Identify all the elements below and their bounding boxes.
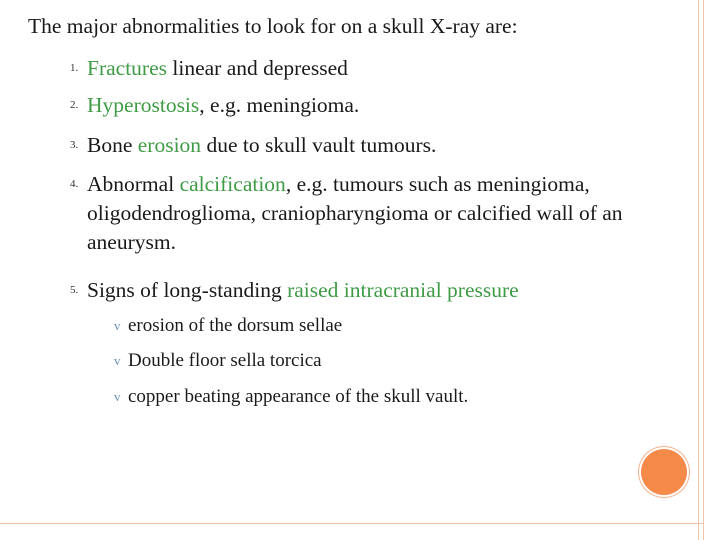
item-number: 1. <box>70 62 79 74</box>
diamond-bullet-icon: v <box>114 318 121 333</box>
item-text <box>87 54 687 83</box>
highlight-term: Fractures <box>87 56 167 80</box>
highlight-term: calcification <box>179 172 286 196</box>
slide-heading: The major abnormalities to look for on a skull X-ray are: <box>28 14 518 38</box>
list-item-hyperostosis <box>70 91 687 120</box>
item-text <box>87 276 687 305</box>
highlight-term: Hyperostosis <box>87 93 200 117</box>
item-rest: due to skull vault tumours. <box>201 133 437 157</box>
list-item-fractures <box>70 54 687 83</box>
frame-line-outer <box>698 0 699 540</box>
item-number: 3. <box>70 139 79 151</box>
item-number: 5. <box>70 284 79 296</box>
sub-item-dorsum-sellae <box>114 314 342 338</box>
frame-line-inner <box>703 0 704 540</box>
item-number: 4. <box>70 178 79 190</box>
item-text <box>87 170 692 257</box>
sub-item-double-floor <box>114 349 322 373</box>
item-rest: linear and depressed <box>167 56 348 80</box>
highlight-term: raised intracranial pressure <box>287 278 519 302</box>
item-lead: Abnormal <box>87 172 180 196</box>
decorative-circle <box>641 449 687 495</box>
sub-item-text: Double floor sella torcica <box>128 350 322 371</box>
item-rest: , e.g. meningioma. <box>199 93 360 117</box>
sub-item-text: erosion of the dorsum sellae <box>128 315 343 336</box>
highlight-term: erosion <box>137 133 202 157</box>
item-text <box>87 91 687 120</box>
item-text <box>87 131 687 160</box>
list-item-erosion <box>70 131 687 160</box>
diamond-bullet-icon: v <box>114 389 121 404</box>
frame-line-bottom <box>0 523 704 524</box>
diamond-bullet-icon: v <box>114 353 121 368</box>
sub-item-text: copper beating appearance of the skull vault. <box>128 386 469 407</box>
item-lead: Signs of long-standing <box>87 278 288 302</box>
item-lead: Bone <box>87 133 138 157</box>
list-item-raised-icp <box>70 276 687 305</box>
list-item-calcification <box>70 170 692 257</box>
sub-item-copper-beating <box>114 385 468 409</box>
item-rest: , e.g. tumours such as meningioma, oligodendroglioma, craniopharyngioma or calcified wall of an aneurysm. <box>87 172 623 254</box>
item-number: 2. <box>70 99 79 111</box>
